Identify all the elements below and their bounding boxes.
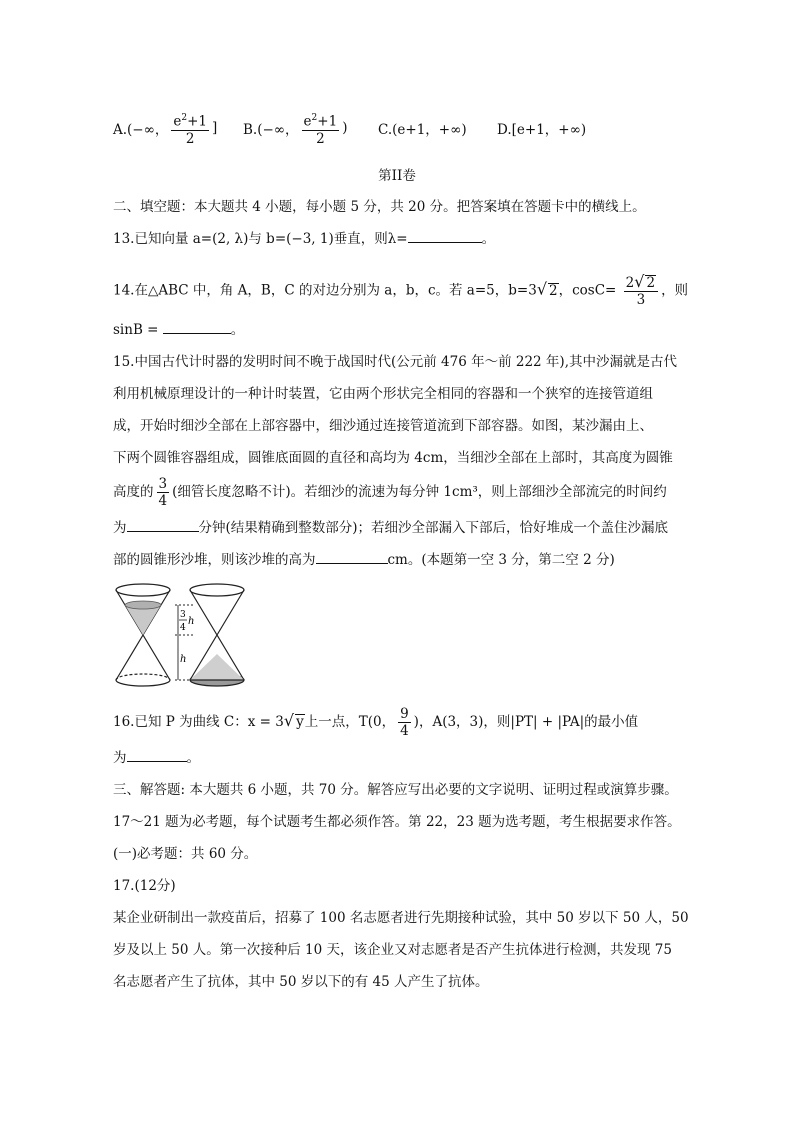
q16-radicand: y xyxy=(296,714,304,730)
sqrt-symbol: √ xyxy=(283,711,295,730)
q13-answer-blank xyxy=(408,230,482,243)
q13-end: 。 xyxy=(481,231,496,247)
choice-a-suffix: ] xyxy=(212,120,218,137)
q15-line6 xyxy=(113,518,668,538)
q14-cos-text: ，cosC= xyxy=(558,282,617,299)
q15-l6-pre: 为 xyxy=(113,520,127,536)
fill-in-header: 二、填空题：本大题共 4 小题，每小题 5 分，共 20 分。把答案填在答题卡中的横线上。 xyxy=(113,199,646,215)
q14-frac-coef: 2 xyxy=(625,275,635,291)
q15-l6-post: 分钟(结果精确到整数部分)；若细沙全部漏入下部后，恰好堆成一个盖住沙漏底 xyxy=(198,520,669,536)
q14-frac-den: 3 xyxy=(636,292,646,308)
question-16-line2 xyxy=(113,748,200,768)
q15-l7-pre: 部的圆锥形沙堆，则该沙堆的高为 xyxy=(113,552,316,568)
q16-text: 16.已知 P 为曲线 C：x = 3 xyxy=(113,714,284,730)
q16-frac-den: 4 xyxy=(400,723,409,739)
q15-line3: 成，开始时细沙全部在上部容器中，细沙通过连接管道流到下部容器。如图，某沙漏由上、 xyxy=(113,418,653,434)
choice-a xyxy=(113,110,217,147)
q14-frac-radicand: 2 xyxy=(646,275,656,291)
choice-b-fraction xyxy=(302,110,340,147)
q16-mid: 上一点，T(0， xyxy=(304,714,396,730)
choice-a-fraction xyxy=(171,110,209,147)
q15-l7-post: cm。(本题第一空 3 分，第二空 2 分) xyxy=(387,552,615,568)
hourglass-figure xyxy=(113,580,253,692)
choice-b-num-exp: 2 xyxy=(311,113,318,123)
q15-line7 xyxy=(113,550,615,570)
right-hourglass xyxy=(190,584,244,686)
q16-fraction xyxy=(398,706,411,739)
choice-a-num-base: e xyxy=(173,113,182,130)
fig-frac-den: 4 xyxy=(180,623,186,633)
q14-answer-blank xyxy=(163,321,231,334)
choice-c-text: C.(e+1，+∞) xyxy=(378,122,467,138)
question-13 xyxy=(113,229,495,249)
section3-line3: (一)必考题：共 60 分。 xyxy=(113,846,258,862)
choice-b-num-base: e xyxy=(303,113,312,130)
q16-answer-blank xyxy=(127,749,187,762)
q15-blank-2 xyxy=(316,551,388,564)
fig-frac-num: 3 xyxy=(180,610,186,620)
choice-b-num-rest: +1 xyxy=(317,113,338,130)
q14-end: 。 xyxy=(230,322,245,338)
q15-l5-post: (细管长度忽略不计)。若细沙的流速为每分钟 1cm³，则上部细沙全部流完的时间约 xyxy=(172,484,667,500)
q17-line2: 岁及以上 50 人。第一次接种后 10 天，该企业又对志愿者是否产生抗体进行检测，共发现 75 xyxy=(113,942,672,958)
q16-frac-num: 9 xyxy=(400,706,409,722)
section3-line1: 三、解答题: 本大题共 6 小题，共 70 分。解答应写出必要的文字说明、证明过程或演算步骤。 xyxy=(113,782,678,798)
choice-d xyxy=(497,118,586,138)
choice-b-suffix: ) xyxy=(342,120,348,137)
q15-line5 xyxy=(113,476,667,509)
q14-cos-fraction xyxy=(624,274,658,308)
q15-fraction xyxy=(157,476,170,509)
q16-line2-text: 为 xyxy=(113,750,127,766)
question-14-line2 xyxy=(113,320,244,340)
q15-frac-den: 4 xyxy=(158,493,168,509)
q17-heading: 17.(12分) xyxy=(113,878,176,894)
q14-radicand: 2 xyxy=(549,282,558,299)
q17-line1: 某企业研制出一款疫苗后，招募了 100 名志愿者进行先期接种试验，其中 50 岁以下 50 人，50 xyxy=(113,910,689,926)
q16-end: 。 xyxy=(186,750,200,766)
choice-b-prefix: B.(−∞， xyxy=(243,122,299,139)
q17-line3: 名志愿者产生了抗体，其中 50 岁以下的有 45 人产生了抗体。 xyxy=(113,974,489,990)
choice-a-prefix: A.(−∞， xyxy=(113,122,169,139)
q14-sinb: sinB = xyxy=(113,322,159,338)
question-14 xyxy=(113,274,688,308)
choice-b-den: 2 xyxy=(316,130,325,147)
choice-b xyxy=(243,110,347,147)
sqrt-symbol: √ xyxy=(536,279,548,299)
question-16 xyxy=(113,706,638,739)
fig-h-label-1: h xyxy=(188,616,195,627)
choice-c xyxy=(378,118,467,138)
q15-frac-num: 3 xyxy=(158,476,168,492)
choice-a-den: 2 xyxy=(185,130,195,147)
q13-text: 13.已知向量 a=(2, λ)与 b=(−3, 1)垂直，则λ= xyxy=(113,231,408,247)
section3-line2: 17～21 题为必考题，每个试题考生都必须作答。第 22，23 题为选考题，考生根据要求作答。 xyxy=(113,814,681,830)
fig-h-label-2: h xyxy=(180,654,187,665)
q15-line1: 15.中国古代计时器的发明时间不晚于战国时代(公元前 476 年～前 222 年),其中沙漏就是古代 xyxy=(113,354,677,370)
left-hourglass xyxy=(116,584,170,686)
q14-tail: ，则 xyxy=(661,282,689,299)
section-title: 第II卷 xyxy=(378,168,416,184)
q15-blank-1 xyxy=(127,519,199,532)
q15-line4: 下两个圆锥容器组成，圆锥底面圆的直径和高均为 4cm，当细沙全部在上部时，其高度为圆锥 xyxy=(113,450,673,466)
choice-a-num-exp: 2 xyxy=(181,113,188,123)
sqrt-symbol: √ xyxy=(634,272,645,291)
q14-text: 14.在△ABC 中，角 A，B，C 的对边分别为 a，b，c。若 a=5，b=3 xyxy=(113,282,537,299)
q15-l5-pre: 高度的 xyxy=(113,484,154,500)
choice-d-text: D.[e+1，+∞) xyxy=(497,122,587,138)
q15-line2: 利用机械原理设计的一种计时装置，它由两个形状完全相同的容器和一个狭窄的连接管道组 xyxy=(113,386,653,402)
q16-tail: )，A(3，3)，则|PT| + |PA|的最小值 xyxy=(413,714,639,730)
choice-a-num-rest: +1 xyxy=(187,113,208,130)
